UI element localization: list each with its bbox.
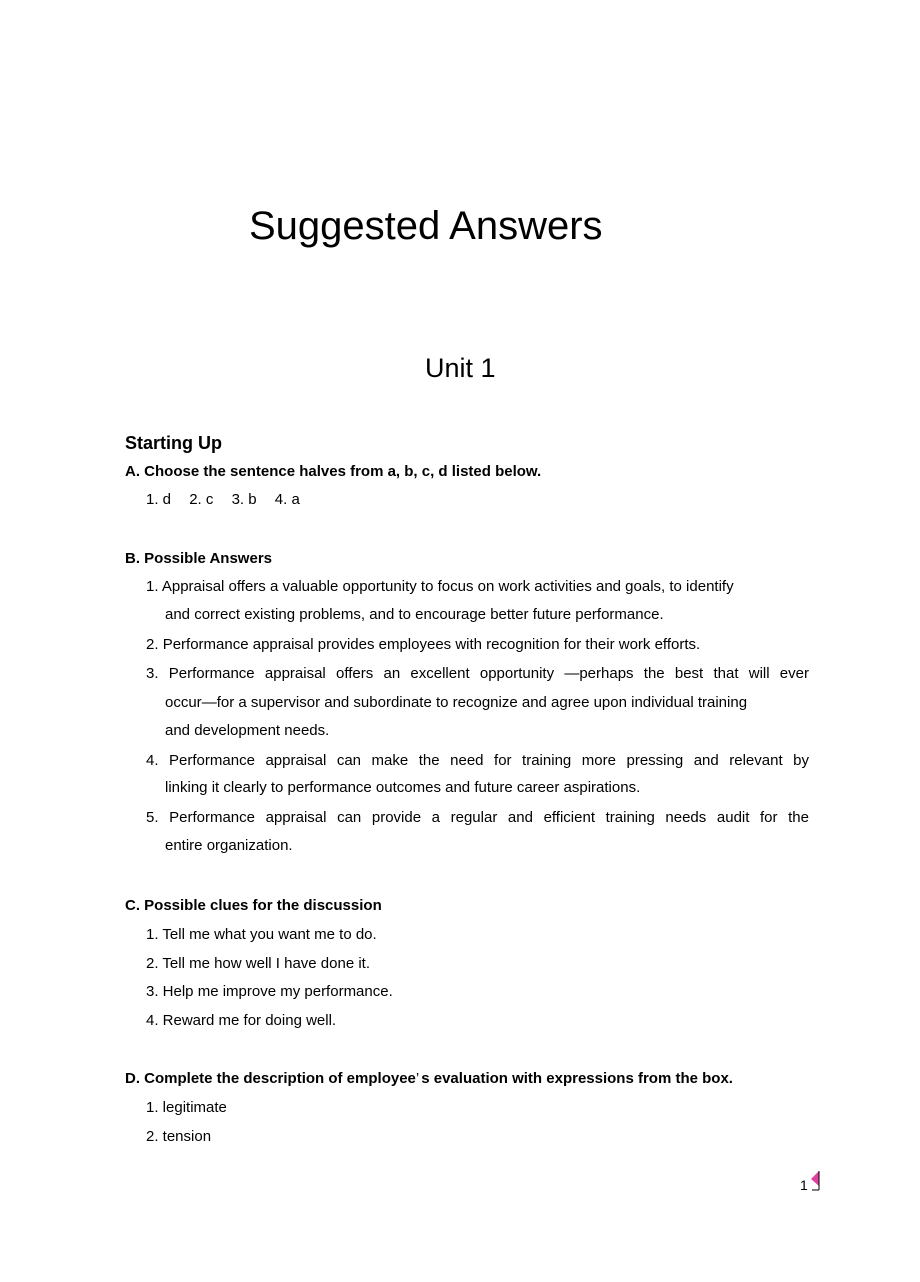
page-corner-icon [809, 1170, 821, 1192]
em-dash: — [564, 665, 580, 682]
part-a-answer: 1. d [146, 491, 172, 508]
part-b-item-4-continued: linking it clearly to performance outcomes and future career aspirations. [165, 779, 641, 796]
item-text: perhaps the best that will ever [579, 665, 809, 682]
item-text: Appraisal offers a valuable opportunity to focus on work activities and goals, to identify [161, 578, 734, 595]
item-number: 1. [146, 578, 159, 595]
page-title: Suggested Answers [249, 204, 603, 248]
part-c-item: 2. Tell me how well I have done it. [146, 955, 371, 972]
heading-text: s evaluation with expressions from the box. [421, 1070, 733, 1087]
unit-title: Unit 1 [425, 353, 496, 383]
part-b-item-1-continued: and correct existing problems, and to encourage better future performance. [165, 606, 664, 623]
part-b-item-3-continued [165, 693, 747, 713]
part-d-heading [125, 1069, 733, 1089]
part-a-answer: 2. c [189, 491, 214, 508]
part-a-answers [146, 490, 314, 510]
part-b-item-2 [146, 635, 700, 655]
part-c-item: 1. Tell me what you want me to do. [146, 926, 377, 943]
item-text: Performance appraisal can provide a regular and efficient training needs audit for the [169, 809, 809, 826]
part-d-item: 1. legitimate [146, 1099, 227, 1116]
item-number: 2. [146, 636, 159, 653]
part-d-item: 2. tension [146, 1128, 212, 1145]
item-text: Performance appraisal can make the need for training more pressing and relevant by [169, 752, 809, 769]
part-b-item-3 [146, 664, 809, 684]
apostrophe: ’ [415, 1070, 422, 1087]
item-text: occur [165, 694, 202, 711]
part-a-heading: A. Choose the sentence halves from a, b, c, d listed below. [125, 463, 542, 480]
part-b-heading: B. Possible Answers [125, 550, 272, 567]
page-number: 1 [800, 1177, 808, 1193]
part-a-answer: 4. a [274, 491, 300, 508]
section-heading: Starting Up [125, 433, 222, 453]
part-b-item-5 [146, 808, 809, 828]
part-c-item: 4. Reward me for doing well. [146, 1012, 337, 1029]
item-number: 5. [146, 809, 159, 826]
item-text: for a supervisor and subordinate to recognize and agree upon individual training [216, 694, 748, 711]
part-a-answer: 3. b [231, 491, 257, 508]
part-b-item-3-continued: and development needs. [165, 722, 330, 739]
part-c-item: 3. Help me improve my performance. [146, 983, 393, 1000]
item-number: 3. [146, 665, 159, 682]
part-b-item-4 [146, 751, 809, 771]
item-text: Performance appraisal offers an excellent opportunity [168, 665, 555, 682]
item-text: Performance appraisal provides employees with recognition for their work efforts. [162, 636, 701, 653]
part-c-heading: C. Possible clues for the discussion [125, 897, 382, 914]
item-number: 4. [146, 752, 159, 769]
part-b-item-1 [146, 577, 734, 597]
heading-text: D. Complete the description of employee [125, 1070, 416, 1087]
part-b-item-5-continued: entire organization. [165, 837, 293, 854]
em-dash: — [201, 694, 217, 711]
